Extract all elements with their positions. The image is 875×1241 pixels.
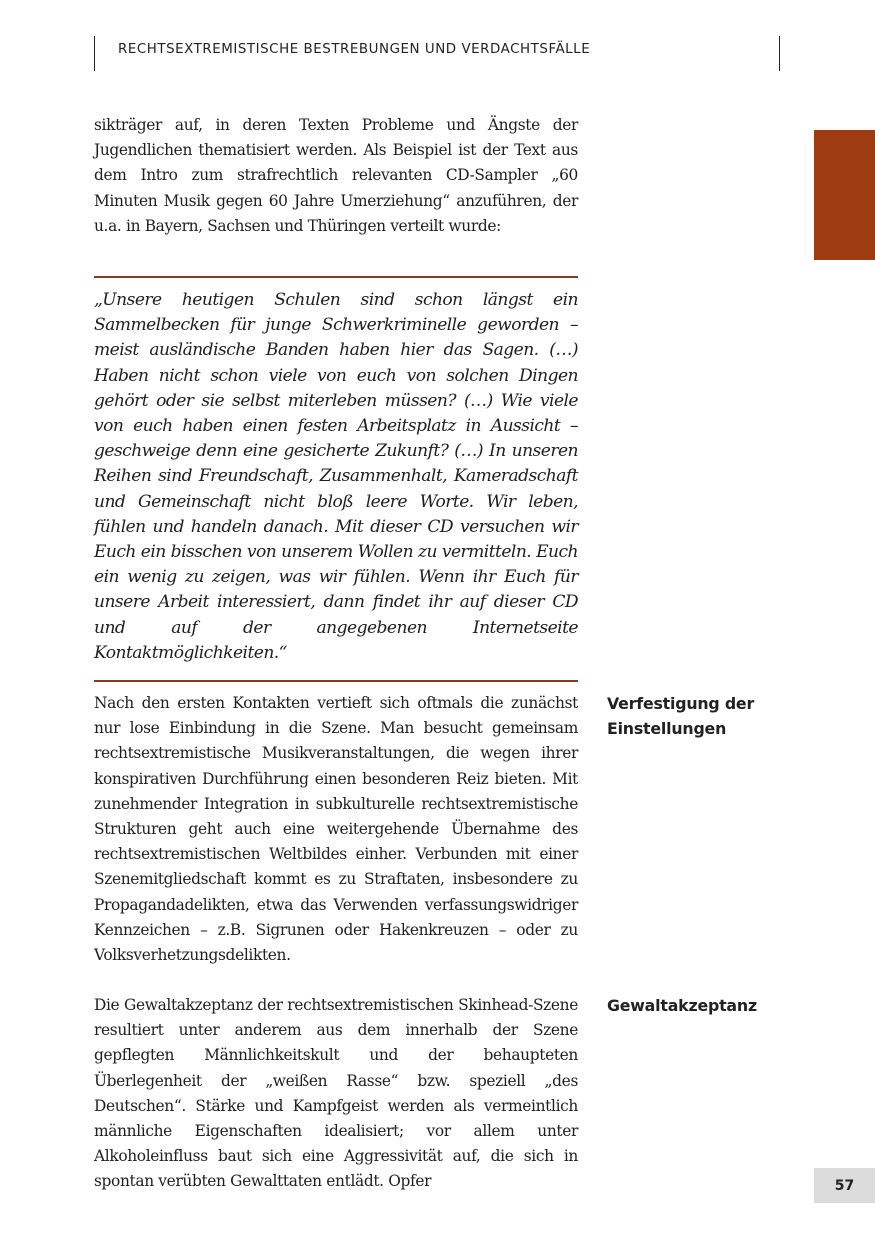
paragraph-3-block	[94, 993, 578, 1195]
margin-note-verfestigung: Verfestigung der Einstellungen	[607, 694, 755, 738]
chapter-tab	[814, 130, 875, 260]
paragraph-2: Nach den ersten Kontakten vertieft sich oftmals die zunächst nur lose Einbindung in die Szene. Man besucht gemeinsam rechtsextremistische Musikveranstaltungen, die wegen ihrer konspirativen Durchführung einen besonderen Reiz bieten. Mit zunehmender Integration in subkulturelle rechtsextremistische Strukturen geht auch eine weitergehende Übernahme des rechtsextremistischen Weltbildes einher. Verbunden mit einer Szenemitgliedschaft kommt es zu Straftaten, insbesondere zu Propagandadelikten, etwa das Verwenden verfassungswidriger Kennzeichen – z.B. Sigrunen oder Hakenkreuzen – oder zu Volksverhetzungsdelikten.	[94, 694, 578, 965]
header-left-bar	[94, 36, 95, 71]
quote-text: „Unsere heutigen Schulen sind schon längst ein Sammelbecken für junge Schwerkriminelle geworden – meist ausländische Banden haben hier das Sagen. (…) Haben nicht schon viele von euch von solchen Dingen gehört oder sie selbst miterleben müssen? (…) Wie viele von euch haben einen festen Arbeitsplatz in Aussicht – geschweige denn eine gesicherte Zukunft? (…) In unseren Reihen sind Freundschaft, Zusammenhalt, Kameradschaft und Gemeinschaft nicht bloß leere Worte. Wir leben, fühlen und handeln danach. Mit dieser CD versuchen wir Euch ein bisschen von unserem Wollen zu vermitteln. Euch ein wenig zu zeigen, was wir fühlen. Wenn ihr Euch für unsere Arbeit interessiert, dann findet ihr auf dieser CD und auf der angegebenen Internetseite Kontaktmöglichkeiten.“	[94, 290, 578, 663]
paragraph-2-block	[94, 691, 578, 968]
page-number: 57	[814, 1168, 875, 1203]
running-title: RECHTSEXTREMISTISCHE BESTREBUNGEN UND VERDACHTSFÄLLE	[118, 42, 591, 57]
paragraph-1-block	[94, 113, 578, 239]
quote-block	[94, 276, 578, 682]
header-right-bar	[779, 36, 780, 71]
paragraph-1: sikträger auf, in deren Texten Probleme und Ängste der Jugendlichen thematisiert werden. Als Beispiel ist der Text aus dem Intro zum strafrechtlich relevanten CD-Sampler „60 Minuten Musik gegen 60 Jahre Umerziehung“ anzuführen, der u.a. in Bayern, Sachsen und Thüringen verteilt wurde:	[94, 116, 578, 235]
paragraph-3: Die Gewaltakzeptanz der rechtsextremistischen Skinhead-Szene resultiert unter anderem aus dem innerhalb der Szene gepflegten Männlichkeitskult und der behaupteten Überlegenheit der „weißen Rasse“ bzw. speziell „des Deutschen“. Stärke und Kampfgeist werden als vermeintlich männliche Eigenschaften idealisiert; vor allem unter Alkoholeinfluss baut sich eine Aggressivität auf, die sich in spontan verübten Gewalttaten entlädt. Opfer	[94, 996, 578, 1191]
margin-note-gewaltakzeptanz: Gewaltakzeptanz	[607, 996, 757, 1015]
